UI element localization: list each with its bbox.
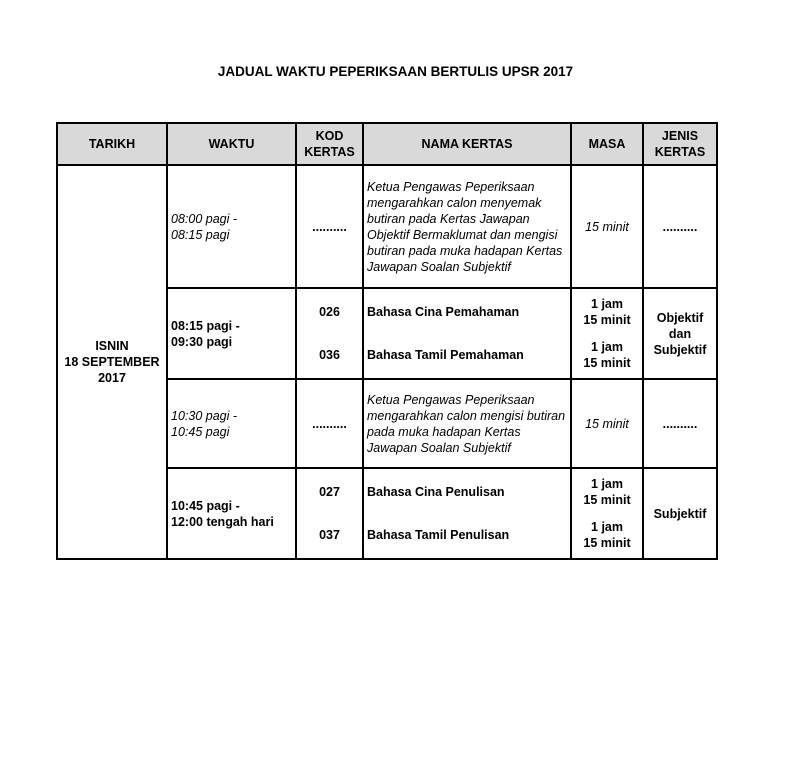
paper-code: 037 xyxy=(319,528,340,543)
waktu-end: 08:15 pagi xyxy=(171,227,230,242)
paper-duration: 1 jam 15 minit xyxy=(583,340,631,371)
masa-cell xyxy=(571,288,643,379)
kod-cell xyxy=(296,468,363,559)
waktu-end: 12:00 tengah hari xyxy=(171,514,274,529)
date-day: ISNIN xyxy=(95,339,129,353)
date-cell xyxy=(57,165,167,559)
jenis-line: dan xyxy=(668,326,692,341)
waktu-start: 10:45 pagi - xyxy=(171,498,240,513)
paper-code: 026 xyxy=(319,304,340,319)
paper-name: Bahasa Tamil Penulisan xyxy=(367,528,510,543)
kod-cell: .......... xyxy=(296,165,363,288)
nama-cell xyxy=(363,468,571,559)
waktu-cell xyxy=(167,379,296,468)
paper-duration: 1 jam 15 minit xyxy=(583,476,631,507)
waktu-cell xyxy=(167,468,296,559)
header-jenis-line1: JENIS xyxy=(661,129,699,143)
header-jenis-line2: KERTAS xyxy=(654,145,706,159)
paper-duration: 1 jam 15 minit xyxy=(583,520,631,551)
jenis-line: Subjektif xyxy=(653,342,707,357)
paper-code: 027 xyxy=(319,484,340,499)
header-kod-kertas xyxy=(296,123,363,165)
waktu-cell xyxy=(167,288,296,379)
masa-cell xyxy=(571,468,643,559)
header-waktu: WAKTU xyxy=(167,123,296,165)
nama-cell: Ketua Pengawas Peperiksaan mengarahkan calon menyemak butiran pada Kertas Jawapan Objektif Bermaklumat dan mengisi butiran pada muka hadapan Kertas Jawapan Soalan Subjektif xyxy=(363,165,571,288)
header-jenis-kertas xyxy=(643,123,717,165)
table-row xyxy=(57,165,717,288)
jenis-line: Objektif xyxy=(656,310,704,325)
date-day-month: 18 SEPTEMBER xyxy=(64,355,160,369)
kod-cell xyxy=(296,288,363,379)
jenis-cell: .......... xyxy=(643,379,717,468)
nama-cell xyxy=(363,288,571,379)
header-tarikh: TARIKH xyxy=(57,123,167,165)
masa-cell: 15 minit xyxy=(571,165,643,288)
nama-cell: Ketua Pengawas Peperiksaan mengarahkan calon mengisi butiran pada muka hadapan Kertas Jawapan Soalan Subjektif xyxy=(363,379,571,468)
header-kod-line2: KERTAS xyxy=(304,145,355,159)
waktu-end: 10:45 pagi xyxy=(171,424,230,439)
date-year: 2017 xyxy=(98,371,126,385)
kod-cell: .......... xyxy=(296,379,363,468)
waktu-start: 08:00 pagi - xyxy=(171,211,238,226)
waktu-cell xyxy=(167,165,296,288)
jenis-cell: .......... xyxy=(643,165,717,288)
header-nama-kertas: NAMA KERTAS xyxy=(363,123,571,165)
waktu-start: 08:15 pagi - xyxy=(171,318,240,333)
paper-name: Bahasa Tamil Pemahaman xyxy=(367,348,524,363)
waktu-end: 09:30 pagi xyxy=(171,334,233,349)
paper-code: 036 xyxy=(319,348,340,363)
header-kod-line1: KOD xyxy=(315,129,344,143)
waktu-start: 10:30 pagi - xyxy=(171,408,238,423)
paper-name: Bahasa Cina Pemahaman xyxy=(367,304,520,319)
header-row xyxy=(57,123,717,165)
masa-cell: 15 minit xyxy=(571,379,643,468)
header-masa: MASA xyxy=(571,123,643,165)
paper-name: Bahasa Cina Penulisan xyxy=(367,484,505,499)
jenis-cell: Subjektif xyxy=(643,468,717,559)
exam-timetable xyxy=(56,122,718,560)
jenis-cell xyxy=(643,288,717,379)
page-title: JADUAL WAKTU PEPERIKSAAN BERTULIS UPSR 2017 xyxy=(217,64,574,79)
paper-duration: 1 jam 15 minit xyxy=(583,296,631,327)
